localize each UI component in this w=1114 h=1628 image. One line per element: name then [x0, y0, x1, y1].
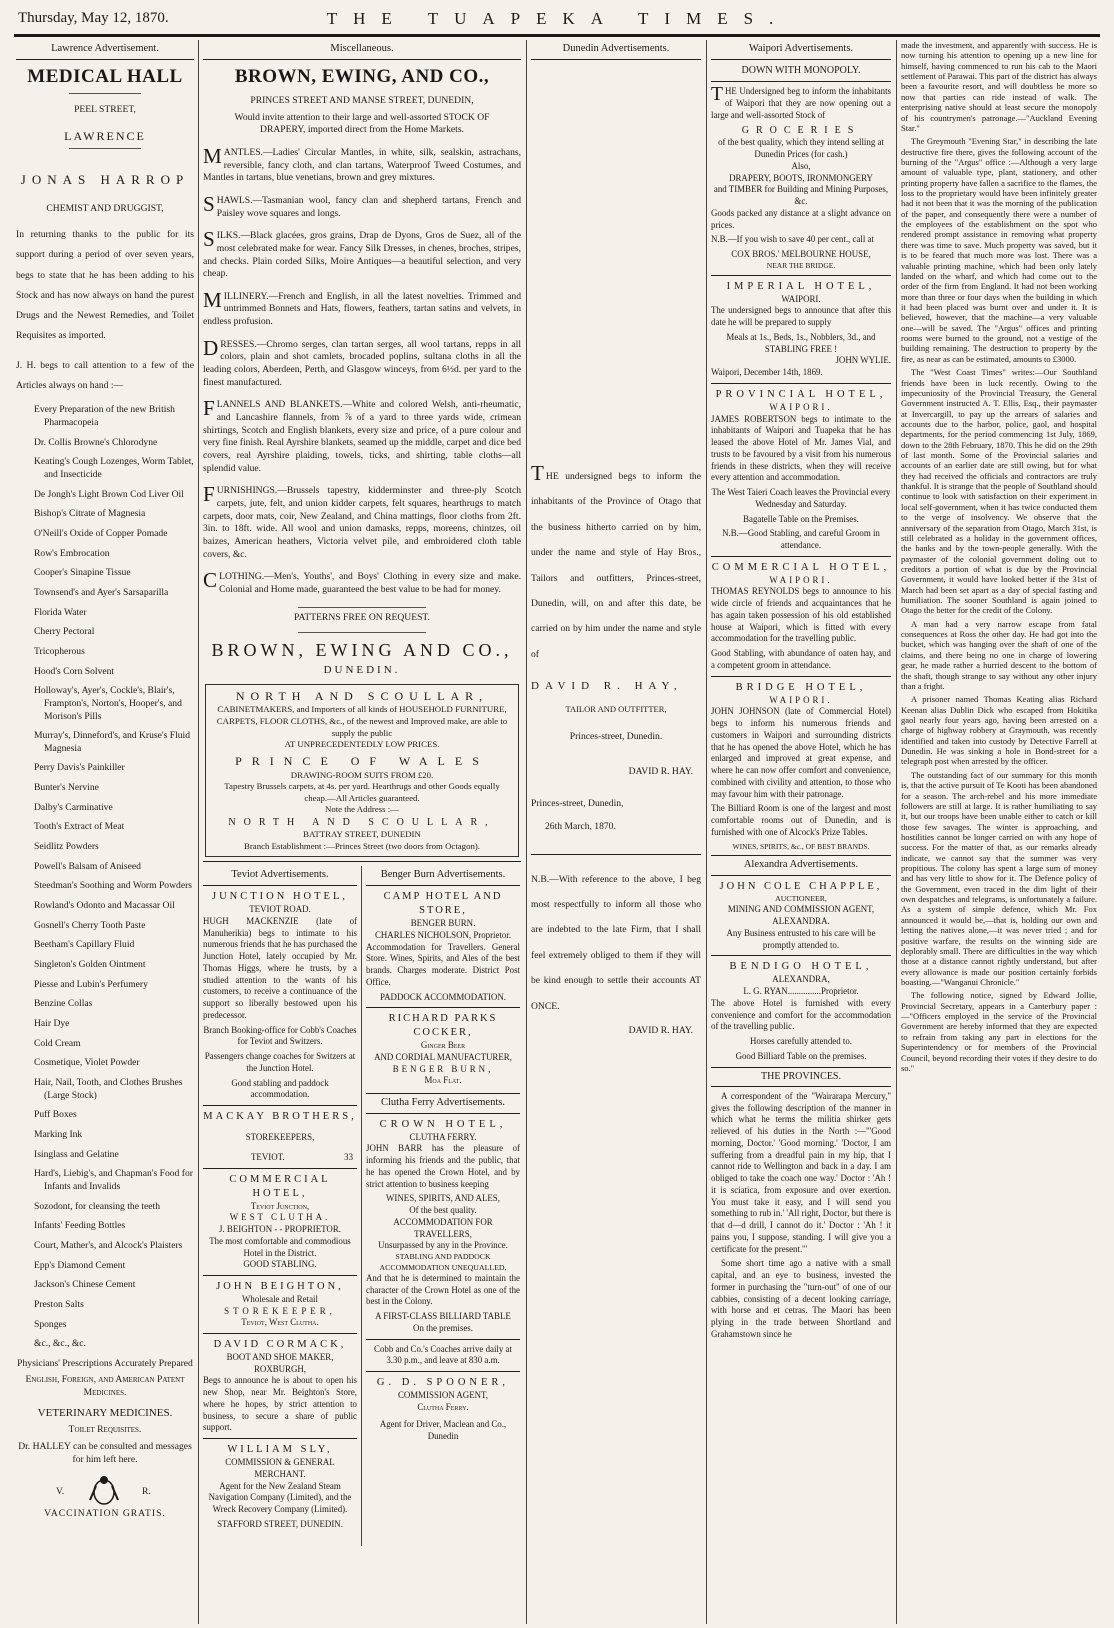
- drapery-section: DRESSES.—Chromo serges, clan tartan serges, all wool tartans, repps in all colors, plain and shot camlets, brocaded poplins, sultana cloths in all the leading colors, Aberdeen, Perth, and Glasgow winceys, from 6½d. per yard to the finest manufactured.: [203, 335, 521, 388]
- article-item: Row's Embrocation: [34, 547, 110, 559]
- drapery-section: SILKS.—Black glacées, gros grains, Drap de Dyons, Gros de Suez, all of the most celebrated make for wear. Fancy Silk Dresses, in chenes, broches, stripes, and checks. Plain corded Silks, Moire Antiques—a beautiful selection, and very cheap.: [203, 227, 521, 280]
- article-item: Murray's, Dinneford's, and Kruse's Fluid Magnesia: [34, 730, 191, 754]
- tapestry-text: Tapestry Brussels carpets, at 4s. per yard. Hearthrugs and other Goods equally cheap.—All Articles guaranteed.: [224, 781, 500, 803]
- article-item: O'Neill's Oxide of Copper Pomade: [34, 527, 168, 539]
- attention-text: J. H. begs to call attention to a few of the Articles always on hand :—: [16, 360, 194, 392]
- news-paragraph: The following notice, signed by Edward Jollie, Provincial Secretary, appears in a Canterbury paper :—"Officers employed in the service of the Provincial Government are hereby informed that they are expected to refrain from taking any part in elections for the Superintendency or for members of the Provincial Council, beyond recording their votes if they desire to do so.": [901, 990, 1097, 1073]
- section-heading: Waipori Advertisements.: [711, 40, 891, 60]
- commercial-hotel-waipori: COMMERCIAL HOTEL,: [711, 561, 891, 573]
- article-item: Every Preparation of the new British Pharmacopeia: [34, 404, 175, 429]
- newspaper-title: THE TUAPEKA TIMES.: [326, 9, 790, 28]
- prince-of-wales: PRINCE OF WALES: [235, 753, 489, 768]
- section-heading: Teviot Advertisements.: [203, 866, 357, 886]
- crown-hotel: CROWN HOTEL,: [379, 1118, 507, 1130]
- article-item: Seidlitz Powders: [34, 841, 99, 853]
- column-news: [901, 40, 1097, 1624]
- firm-city: DUNEDIN.: [323, 664, 401, 676]
- provinces-article-2: Some short time ago a native with a small capital, and an eye to business, invested the former in purchasing the "turn-out" of one of our cabbies, consisting of a decent looking carriage, with horse and et cetras. The Maori has been plying in the trade between Shortland and Grahamstown since he: [711, 1258, 891, 1339]
- articles-list: [16, 404, 194, 1350]
- teviot-ads: Teviot Advertisements. JUNCTION HOTEL, TEVIOT ROAD. HUGH MACKENZIE (late of Manuherikia) begs to intimate to his numerous friends that he has purchased the Junction Hotel, lately occupied by Mr. Thomas Higgs, where he trusts, by a studied attention to the wants of his customers, to receive a continuance of the support so liberally bestowed upon his predecessor. Branch Booking-office for Cobb's Coaches for Teviot and Switzers. Passengers change coaches for Switzers at the Junction Hotel. Good stabling and paddock accommodation. MACKAY BROTHERS, STOREKEEPERS, TEVIOT. 33 COMMERCIAL HOTEL, Teviot Junction, WEST CLUTHA. J. BEIGHTON - - PROPRIETOR. The most comfortable and commodious Hotel in the District. GOOD STABLING. JOHN BEIGHTON, Wholesale and Retail STOREKEEPER, Teviot, West Clutha. DAVID CORMACK, BOOT AND SHOE MAKER, ROXBURGH, Begs to announce he is about to open his new Shop, near Mr. Beighton's Store, where he hopes, by strict attention to business, to secure a share of public support. WILLIAM SLY, COMMISSION & GENERAL MERCHANT. Agent for the New Zealand Steam Navigation Company (Limited), and the Wreck Recovery Company (Limited). STAFFORD STREET, DUNEDIN.: [203, 866, 357, 1546]
- article-item: Hair Dye: [34, 1018, 70, 1030]
- john-beighton: JOHN BEIGHTON,: [216, 1281, 344, 1292]
- article-item: Marking Ink: [34, 1128, 83, 1140]
- section-heading: Benger Burn Advertisements.: [366, 866, 520, 886]
- firm-name: BROWN, EWING, AND CO.,: [234, 65, 490, 87]
- news-paragraph: The "West Coast Times" writes:—Our Southland friends have been in luck recently. Owing to the impecuniosity of the Provincial Treasury, the General Government instructed A. T. Ellis, Esq., their paymaster at Invercargill, to pay up the arrears of salaries and accounts due to the harbor, police, gaol, and hospital departments, for the period commencing 1st July, 1869, down to the 28th February, 1870. This he did on the 29th of last month. Some of the Provincial salaries and accounts of an earlier date are still owing, but for what they had received the officials and contractors are truly thankful. It is strange that the people of Southland should continue to look with satisfaction on their experiment in local self-government, when it has twice conducted them to the verge of insolvency. We observe that the anniversary of the separation from Otago, March 31st, is still celebrated as a holiday in the government offices, the banks and by the town-people generally. With the paymaster of the colonial government doling out to creditors a portion of what is due by the Provincial Government, it would have looked better if the 31st of March had been set apart as a day of special fasting and humiliation. The sooner Southland is again joined to Otago the better for the credit of the Colony.: [901, 367, 1097, 616]
- drawing-room-suits: DRAWING-ROOM SUITS FROM £20.: [290, 769, 434, 780]
- branch: Branch Establishment :—Princes Street (two doors from Octagon).: [244, 840, 480, 851]
- article-item: Infants' Feeding Bottles: [34, 1220, 126, 1232]
- mackay-brothers: MACKAY BROTHERS,: [203, 1111, 357, 1123]
- article-item: Singleton's Golden Ointment: [34, 959, 146, 971]
- drapery-section: CLOTHING.—Men's, Youths', and Boys' Clothing in every size and make. Colonial and Home made, guaranteed the best value to be had for money.: [203, 568, 521, 595]
- provinces-article-1: A correspondent of the "Wairarapa Mercury," gives the following description of the manner in which what he terms the militia shirker gets relieved of his duties in the North :—"'Good morning, Doctor.' 'Good morning.' 'Doctor, I am suffering from a dreadful pain in my hip, that I cannot ride to Wellington and back in a day. I am obliged to take the coach one way.' Doctor : 'Ah ! it is sciatica, from exposure and over exertion. You must take it easy, and I will send you something to rub in.' 'All right, Doctor, but there is that d—d drill, I cannot do it.' Doctor : 'Ah ! it pains you, I suppose, standing. I will give you a certificate for the present.'": [711, 1090, 891, 1254]
- hay-nb: N.B.—With reference to the above, I beg most respectfully to inform all those who are indebted to the late Firm, that I shall feel extremely obliged to them if they will be kind enough to settle their accounts AT ONCE.: [531, 873, 701, 1012]
- patterns: PATTERNS FREE ON REQUEST.: [294, 611, 430, 623]
- proprietor-name: JONAS HARROP: [20, 172, 190, 188]
- article-item: Epp's Diamond Cement: [34, 1259, 126, 1271]
- article-item: Florida Water: [34, 606, 87, 618]
- article-item: Steedman's Soothing and Worm Powders: [34, 880, 193, 892]
- section-heading: Miscellaneous.: [203, 40, 521, 60]
- column-waipori: Waipori Advertisements. DOWN WITH MONOPOLY. THE Undersigned beg to inform the inhabitants of Waipori that they are now opening out a large and well-assorted Stock of GROCERIES of the best quality, which they intend selling at Dunedin Prices (for cash.) Also, DRAPERY, BOOTS, IRONMONGERY and TIMBER for Building and Mining Purposes, &c. Goods packed any distance at a slight advance on prices. N.B.—If you wish to save 40 per cent., call at COX BROS.' MELBOURNE HOUSE, NEAR THE BRIDGE. IMPERIAL HOTEL, WAIPORI. The undersigned begs to announce that after this date he will be prepared to supply Meals at 1s., Beds, 1s., Nobblers, 3d., and STABLING FREE ! JOHN WYLIE. Waipori, December 14th, 1869. PROVINCIAL HOTEL, WAIPORI. JAMES ROBERTSON begs to intimate to the inhabitants of Waipori and Tuapeka that he has leased the above Hotel of Mr. James Vial, and trusts to be favoured by a visit from his numerous friends in these districts, when they will receive every attention and accommodation. The West Taieri Coach leaves the Provincial every Wednesday and Saturday. Bagatelle Table on the Premises. N.B.—Good Stabling, and careful Groom in attendance. COMMERCIAL HOTEL, WAIPORI. THOMAS REYNOLDS begs to announce to his wide circle of friends and acquaintances that he has again taken possession of his old established house at Waipori, which is fitted with every accommodation for the travelling public. Good Stabling, with abundance of oaten hay, and a competent groom in attendance. BRIDGE HOTEL, WAIPORI. JOHN JOHNSON (late of Commercial Hotel) begs to inform his numerous friends and customers in Waipori and surrounding districts that he has opened the above Hotel, which he has enlarged and improved at great expense, and where he can now offer comfort and convenience, combined with civility and attention, to those who may favour him with their patronage. The Billiard Room is one of the largest and most comfortable rooms out of Dunedin, and is furnished with one of Alcock's Prize Tables. WINES, SPIRITS, &c., OF BEST BRANDS. Alexandra Advertisements. JOHN COLE CHAPPLE, AUCTIONEER, MINING AND COMMISSION AGENT, ALEXANDRA. Any Business entrusted to his care will be promptly attended to. BENDIGO HOTEL, ALEXANDRA, L. G. RYAN...............Proprietor. The above Hotel is furnished with every convenience and comfort for the accommodation of the travelling public. Horses carefully attended to. Good Billiard Table on the premises. THE PROVINCES. A correspondent of the "Wairarapa Mercury," gives the following description of the manner in which what he terms the militia shirker gets relieved of his duties in the North :—"'Good morning, Doctor.' 'Good morning.' 'Doctor, I am suffering from a dreadful pain in my hip, that I cannot ride to Wellington and back in a day. I am obliged to take the coach one way.' Doctor : 'Ah ! it is sciatica, from exposure and over exertion. You must take it easy, and I will send you something to rub in.' 'All right, Doctor, but there is that d—d drill, I cannot do it.' Doctor : 'Ah ! it pains you, I suppose, standing. I will give you a certificate for the present.'" Some short time ago a native with a small capital, and an eye to business, invested the former in purchasing the "turn-out" of one of our cabbies, consisting of a decent looking carriage, with horse and et cetras. The Maori has been plying in the trade between Shortland and Grahamstown since he: [711, 40, 891, 1624]
- ns-street: BATTRAY STREET, DUNEDIN: [303, 829, 421, 840]
- article-item: Beetham's Capillary Fluid: [34, 939, 135, 951]
- down-with-monopoly: DOWN WITH MONOPOLY.: [741, 64, 861, 76]
- provincial-hotel: PROVINCIAL HOTEL,: [715, 388, 887, 400]
- article-item: Puff Boxes: [34, 1109, 77, 1121]
- article-item: Bishop's Citrate of Magnesia: [34, 508, 146, 520]
- article-item: Dr. Collis Browne's Chlorodyne: [34, 436, 158, 448]
- article-item: Preston Salts: [34, 1298, 84, 1310]
- north-scoullar-ad: [205, 684, 519, 858]
- patent-medicines: English, Foreign, and American Patent Medicines.: [25, 1374, 185, 1399]
- royal-arms: [16, 1474, 194, 1508]
- article-item: Piesse and Lubin's Perfumery: [34, 978, 148, 990]
- vr-left: V.: [56, 1486, 65, 1498]
- column-dunedin: Dunedin Advertisements. THE undersigned begs to inform the inhabitants of the Province of Otago that the business hitherto carried on by him, under the name and style of Hay Bros., Tailors and outfitters, Princes-street, Dunedin, will, on and after this date, be carried on by him under the name and style of DAVID R. HAY, TAILOR AND OUTFITTER, Princes-street, Dunedin. DAVID R. HAY. Princes-street, Dunedin, 26th March, 1870. N.B.—With reference to the above, I beg most respectfully to inform all those who are indebted to the late Firm, that I shall feel extremely obliged to them if they will be kind enough to settle their accounts AT ONCE. DAVID R. HAY.: [531, 40, 701, 1624]
- column-lawrence: [16, 40, 194, 1624]
- article-item: Bunter's Nervine: [34, 782, 99, 794]
- drapery-sections: [203, 143, 521, 597]
- section-heading: Clutha Ferry Advertisements.: [366, 1093, 520, 1114]
- commercial-hotel-teviot: COMMERCIAL HOTEL,: [229, 1173, 331, 1199]
- article-item: Benzine Collas: [34, 998, 93, 1010]
- article-item: Rowland's Odonto and Macassar Oil: [34, 900, 175, 912]
- william-sly: WILLIAM SLY,: [227, 1444, 333, 1456]
- section-heading: Lawrence Advertisement.: [16, 40, 194, 60]
- firm-address: PRINCES STREET AND MANSE STREET, DUNEDIN,: [250, 94, 474, 106]
- intro-text: In returning thanks to the public for its support during a period of over seven years, begs to state that he has been adding to his Stock and has now always on hand the purest Drugs and the Newest Remedies, and Toilet Requisites as imported.: [16, 229, 194, 341]
- section-heading: Dunedin Advertisements.: [531, 40, 701, 60]
- masthead-rule: [14, 34, 1100, 37]
- prescriptions: Physicians' Prescriptions Accurately Prepared: [17, 1357, 193, 1369]
- trade: CHEMIST AND DRUGGIST,: [46, 202, 164, 214]
- g-d-spooner: G. D. SPOONER,: [376, 1377, 510, 1389]
- article-item: Cold Cream: [34, 1037, 81, 1049]
- vr-right: R.: [142, 1486, 151, 1498]
- article-item: Sponges: [34, 1318, 67, 1330]
- section-heading: Alexandra Advertisements.: [711, 855, 891, 876]
- crest-icon: [86, 1474, 122, 1506]
- bendigo-hotel: BENDIGO HOTEL,: [729, 961, 873, 973]
- column-miscellaneous: [203, 40, 521, 1624]
- article-item: Tricopherous: [34, 645, 85, 657]
- news-paragraph: A prisoner named Thomas Keating alias Richard Keenan alias Dublin Dick who escaped from Hokitika gaol nearly four years ago, having been arrested on a charge of highway robbery at Graymouth, was recently identified and taken into custody by Detective Farrell at Dunedin. He was sinking a hole in Bond-street for a telegraph post when arrested by the officer.: [901, 694, 1097, 767]
- article-item: Court, Mather's, and Alcock's Plaisters: [34, 1239, 183, 1251]
- article-item: Townsend's and Ayer's Sarsaparilla: [34, 586, 169, 598]
- article-item: Cooper's Sinapine Tissue: [34, 567, 131, 579]
- drapery-section: FLANNELS AND BLANKETS.—White and colored Welsh, anti-rheumatic, and Lancashire flannels, from ⅞ of a yard to three yards wide, crimean shirtings, Scotch and English blankets, every size and price, of a pure colour and very fine finish. Real Ayrshire blankets, seamed up the middle, carpet and dice bed covers, real Ayrshire plaiding, towels, ticks, and shirting, table cloths—all splendid value.: [203, 396, 521, 474]
- david-r-hay: DAVID R. HAY,: [531, 680, 683, 693]
- article-item: Tooth's Extract of Meat: [34, 821, 125, 833]
- ns-title: NORTH AND SCOULLAR,: [235, 688, 489, 703]
- richard-parks-cocker: RICHARD PARKS COCKER,: [388, 1013, 498, 1039]
- hay-notice: THE undersigned begs to inform the inhabitants of the Province of Otago that the business hitherto carried on by him, under the name and style of Hay Bros., Tailors and outfitters, Princes-street, Dunedin, will, on and after this date, be carried on by him under the name and style of: [531, 460, 701, 660]
- street: PEEL STREET,: [74, 103, 136, 115]
- imperial-hotel: IMPERIAL HOTEL,: [726, 280, 876, 292]
- masthead: [18, 6, 1098, 32]
- junction-hotel: JUNCTION HOTEL,: [212, 891, 348, 903]
- hay-signature: DAVID R. HAY.: [628, 765, 693, 777]
- drapery-section: MANTLES.—Ladies' Circular Mantles, in white, silk, sealskin, astrachans, reversible, fancy cloth, and clan tartans, Waterproof Tweed Costumes, and Mantles in tartans, blue venetians, brown and grey mixtures.: [203, 143, 521, 184]
- business-name: MEDICAL HALL: [27, 65, 183, 87]
- article-item: &c., &c., &c.: [34, 1338, 86, 1350]
- article-item: De Jongh's Light Brown Cod Liver Oil: [34, 488, 184, 500]
- issue-date: Thursday, May 12, 1870.: [18, 10, 169, 26]
- article-item: Holloway's, Ayer's, Cockle's, Blair's, Frampton's, Norton's, Hooper's, and Morison's Pills: [34, 685, 182, 722]
- halley-note: Dr. HALLEY can be consulted and messages for him left here.: [18, 1440, 192, 1465]
- vaccination: VACCINATION GRATIS.: [44, 1508, 166, 1520]
- drapery-section: SHAWLS.—Tasmanian wool, fancy clan and shepherd tartans, French and Paisley wove squares and longs.: [203, 191, 521, 219]
- camp-hotel: CAMP HOTEL AND STORE,: [383, 891, 503, 917]
- invite-text: Would invite attention to their large and well-assorted STOCK OF DRAPERY, imported direct from the Home Markets.: [234, 111, 490, 136]
- article-item: Gosnell's Cherry Tooth Paste: [34, 919, 146, 931]
- article-item: Isinglass and Gelatine: [34, 1148, 119, 1160]
- drapery-section: FURNISHINGS.—Brussels tapestry, kidderminster and three-ply Scotch carpets, jute, felt, and union kidder carpets, felt squares, hearthrugs to match carpets, door mats, coir, New Zealand, and China mattings, floor cloths from 2ft. 3in. to 18ft. wide. All wool and union damasks, repps, moreens, chintzes, oil baizes, American heathers, Victoria velvet pile, and embroidered cloth table covers, &c.: [203, 482, 521, 560]
- article-item: Hard's, Liebig's, and Chapman's Food for Infants and Invalids: [34, 1168, 193, 1192]
- article-item: Sozodont, for cleansing the teeth: [34, 1200, 161, 1212]
- town: LAWRENCE: [64, 128, 146, 143]
- toilet-requisites: Toilet Requisites.: [68, 1424, 142, 1436]
- article-item: Perry Davis's Painkiller: [34, 762, 125, 774]
- article-item: Powell's Balsam of Aniseed: [34, 860, 141, 872]
- drapery-section: MILLINERY.—French and English, in all the latest novelties. Trimmed and untrimmed Bonnets and Hats, flowers, feathers, tartan satins and velvets, in endless profusion.: [203, 287, 521, 328]
- provinces-heading: THE PROVINCES.: [711, 1067, 891, 1087]
- news-paragraph: A man had a very narrow escape from fatal consequences at Ross the other day. He had got into the bucket, which was hanging over the shaft of one of the claims, and there being no one in charge of lowering gear, he made rather a hurried descent to the bottom of the shaft, though strange to say without any other injury than a fright.: [901, 618, 1097, 691]
- david-cormack: DAVID CORMACK,: [213, 1339, 347, 1351]
- article-item: Hair, Nail, Tooth, and Clothes Brushes (Large Stock): [34, 1076, 183, 1101]
- bridge-hotel: BRIDGE HOTEL,: [735, 681, 867, 693]
- ns-title-2: NORTH AND SCOULLAR,: [228, 817, 496, 829]
- veterinary: VETERINARY MEDICINES.: [37, 1406, 173, 1419]
- news-paragraph: made the investment, and apparently with success. He is now turning his attention to opening up a new line for himself, having commenced to run his cab to the Maori settlement of Parawai. This part of the district has always been a favourite resort, and will doubtless be more so now that parties can ride instead of walk. The enterprising native should at least secure the monopoly of his countrymen's patronage.—"Auckland Evening Star.": [901, 40, 1097, 133]
- article-item: Dalby's Carminative: [34, 801, 113, 813]
- ns-text: CABINETMAKERS, and Importers of all kinds of HOUSEHOLD FURNITURE, CARPETS, FLOOR CLOTHS, &c., of the newest and Improved make, are able to supply the public: [216, 704, 508, 738]
- firm-name-2: BROWN, EWING AND CO.,: [211, 640, 513, 661]
- article-item: Jackson's Chinese Cement: [34, 1279, 136, 1291]
- article-item: Hood's Corn Solvent: [34, 665, 115, 677]
- ns-prices: AT UNPRECEDENTEDLY LOW PRICES.: [284, 739, 440, 750]
- note-address: Note the Address :—: [324, 804, 400, 815]
- article-item: Cherry Pectoral: [34, 626, 95, 638]
- news-paragraph: The outstanding fact of our summary for this month is, that the active pursuit of Te Kooti has been abandoned for a season. The arch-rebel and his more immediate followers are still at large. It is rather humiliating to say it, but our troops have been unable either to catch or kill those few savages. The winter is approaching, and hostilities cannot be longer carried on with any hope of success. For the matter of that, as our remarks already indicate, we cannot say that the summer was very propitious. The colony has spent a large sum of money and has very little to show for it. The Defence policy of the Government, even traced in the dim light of their own despatches and telegrams, is unfortunately a failure. As a system of simple defence, which Mr. Fox announced it would be,—that is, holding our own and letting the natives alone,—it was never tried ; and for positive warfare, the results on the winning side are deplorably small. There are difficulties in the way which those at a distance cannot rightly understand, but after every allowance is made our position certainly forbids boasting.—"Wanganui Chronicle.": [901, 769, 1097, 987]
- news-paragraph: The Greymouth "Evening Star," in describing the late destructive fire there, gives the following account of the burning of the "Argus" office :—Although a very large amount of valuable type, plant, stationery, and other printing property have fallen a sacrifice to the flames, the loss to the proprietary would have been infinitely greater had it not been that it was the morning of the publication of the paper, and consequently there were a number of the employees of the establishment on the spot who rendered prompt assistance in removing what property there was time to save. Much property was saved, but it is to be feared that much more was lost. There was a valuable printing machine, which had been only lately landed on the wharf, and which had come out to the order of the firm from England. It had not been working more than three or four days when the building in which it had been placed was burnt over and under it. It is believed, however, that the machine—a very valuable one—will be saved. The "Argus" offices and printing rooms were burned to the ground, not a vestige of the building remaining. The destruction to property by the fire, as near as can be estimated, amounts to £3000.: [901, 136, 1097, 364]
- john-cole-chapple: JOHN COLE CHAPPLE,: [719, 881, 883, 893]
- article-item: Keating's Cough Lozenges, Worm Tablet, and Insecticide: [34, 456, 194, 480]
- benger-burn-ads: Benger Burn Advertisements. CAMP HOTEL AND STORE, BENGER BURN. CHARLES NICHOLSON, Proprietor. Accommodation for Travellers. General Store. Wines, Spirits, and Ales of the best brands. Charges moderate. District Post Office. PADDOCK ACCOMMODATION. RICHARD PARKS COCKER, Ginger Beer AND CORDIAL MANUFACTURER, BENGER BURN, Moa Flat. Clutha Ferry Advertisements. CROWN HOTEL, CLUTHA FERRY. JOHN BARR has the pleasure of informing his friends and the public, that he has opened the Crown Hotel, and by strict attention to business keeping WINES, SPIRITS, AND ALES, Of the best quality. ACCOMMODATION FOR TRAVELLERS, Unsurpassed by any in the Province. STABLING AND PADDOCK ACCOMMODATION UNEQUALLED, And that he is determined to maintain the character of the Crown Hotel as one of the best in the Colony. A FIRST-CLASS BILLIARD TABLE On the premises. Cobb and Co.'s Coaches arrive daily at 3.30 p.m., and leave at 830 a.m. G. D. SPOONER, COMMISSION AGENT, Clutha Ferry. Agent for Driver, Maclean and Co., Dunedin: [366, 866, 520, 1546]
- article-item: Cosmetique, Violet Powder: [34, 1057, 140, 1069]
- sub-columns: [203, 866, 521, 1546]
